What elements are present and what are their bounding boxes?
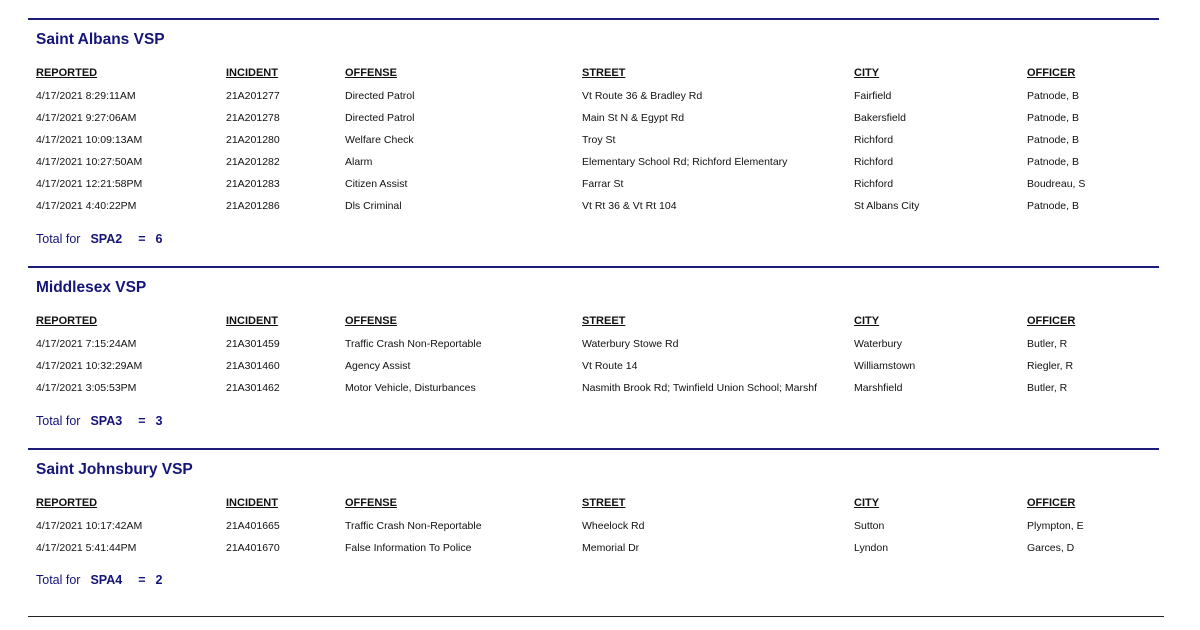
cell-street: Memorial Dr [582, 542, 640, 554]
cell-street: Troy St [582, 134, 616, 146]
cell-offense: Dls Criminal [345, 200, 402, 212]
cell-reported: 4/17/2021 5:41:44PM [36, 542, 137, 554]
cell-officer: Patnode, B [1027, 90, 1079, 102]
cell-reported: 4/17/2021 12:21:58PM [36, 178, 143, 190]
column-header-offense: OFFENSE [345, 67, 397, 79]
cell-officer: Riegler, R [1027, 360, 1074, 372]
table-row [0, 112, 1200, 134]
cell-street: Farrar St [582, 178, 624, 190]
column-header-officer: OFFICER [1027, 315, 1076, 327]
cell-officer: Patnode, B [1027, 200, 1079, 212]
cell-city: Fairfield [854, 90, 892, 102]
cell-city: Sutton [854, 520, 885, 532]
cell-officer: Garces, D [1027, 542, 1075, 554]
cell-reported: 4/17/2021 7:15:24AM [36, 338, 137, 350]
cell-city: Lyndon [854, 542, 889, 554]
cell-offense: Alarm [345, 156, 373, 168]
cell-reported: 4/17/2021 9:27:06AM [36, 112, 137, 124]
total-code: SPA3 [90, 414, 123, 428]
total-code: SPA2 [90, 232, 123, 246]
section-total [36, 232, 162, 246]
table-row [0, 338, 1200, 360]
cell-offense: Traffic Crash Non-Reportable [345, 520, 482, 532]
column-header-offense: OFFENSE [345, 497, 397, 509]
section-divider [28, 18, 1159, 20]
cell-city: Bakersfield [854, 112, 906, 124]
section-title: Saint Albans VSP [36, 31, 165, 48]
table-row [0, 542, 1200, 564]
column-header-street: STREET [582, 315, 626, 327]
table-row [0, 382, 1200, 404]
cell-incident: 21A201282 [226, 156, 280, 168]
column-header-city: CITY [854, 67, 880, 79]
total-code: SPA4 [90, 573, 123, 587]
column-header-officer: OFFICER [1027, 67, 1076, 79]
cell-offense: Motor Vehicle, Disturbances [345, 382, 476, 394]
cell-reported: 4/17/2021 10:32:29AM [36, 360, 143, 372]
total-count: 2 [155, 573, 163, 587]
cell-city: St Albans City [854, 200, 920, 212]
cell-street: Waterbury Stowe Rd [582, 338, 679, 350]
cell-reported: 4/17/2021 10:09:13AM [36, 134, 143, 146]
cell-incident: 21A401670 [226, 542, 280, 554]
table-row [0, 134, 1200, 156]
cell-street: Elementary School Rd; Richford Elementary [582, 156, 788, 168]
cell-city: Richford [854, 134, 894, 146]
cell-officer: Boudreau, S [1027, 178, 1086, 190]
cell-incident: 21A301459 [226, 338, 280, 350]
total-count: 6 [155, 232, 163, 246]
cell-city: Richford [854, 156, 894, 168]
column-header-street: STREET [582, 67, 626, 79]
cell-incident: 21A201277 [226, 90, 280, 102]
column-header-officer: OFFICER [1027, 497, 1076, 509]
column-header-reported: REPORTED [36, 497, 98, 509]
section-title: Middlesex VSP [36, 279, 147, 296]
cell-incident: 21A301462 [226, 382, 280, 394]
column-header-street: STREET [582, 497, 626, 509]
cell-officer: Butler, R [1027, 338, 1068, 350]
total-count: 3 [155, 414, 163, 428]
cell-reported: 4/17/2021 4:40:22PM [36, 200, 137, 212]
column-header-offense: OFFENSE [345, 315, 397, 327]
column-header-city: CITY [854, 315, 880, 327]
column-header-incident: INCIDENT [226, 67, 278, 79]
total-equals: = [138, 232, 146, 246]
cell-city: Marshfield [854, 382, 903, 394]
cell-offense: Agency Assist [345, 360, 411, 372]
cell-street: Vt Route 14 [582, 360, 638, 372]
column-header-incident: INCIDENT [226, 497, 278, 509]
footer-divider [28, 616, 1164, 617]
table-row [0, 520, 1200, 542]
cell-street: Nasmith Brook Rd; Twinfield Union School; Marshf [582, 382, 817, 394]
cell-street: Main St N & Egypt Rd [582, 112, 685, 124]
table-row [0, 178, 1200, 200]
cell-incident: 21A201286 [226, 200, 280, 212]
column-header-reported: REPORTED [36, 67, 98, 79]
cell-officer: Patnode, B [1027, 134, 1079, 146]
cell-incident: 21A201278 [226, 112, 280, 124]
section-title: Saint Johnsbury VSP [36, 461, 193, 478]
cell-city: Williamstown [854, 360, 916, 372]
cell-city: Waterbury [854, 338, 903, 350]
cell-offense: Directed Patrol [345, 112, 415, 124]
column-header-incident: INCIDENT [226, 315, 278, 327]
cell-incident: 21A401665 [226, 520, 280, 532]
cell-offense: Welfare Check [345, 134, 414, 146]
cell-incident: 21A301460 [226, 360, 280, 372]
table-row [0, 90, 1200, 112]
total-equals: = [138, 573, 146, 587]
cell-officer: Butler, R [1027, 382, 1068, 394]
cell-street: Vt Route 36 & Bradley Rd [582, 90, 703, 102]
cell-offense: False Information To Police [345, 542, 472, 554]
cell-street: Vt Rt 36 & Vt Rt 104 [582, 200, 677, 212]
section-total [36, 573, 162, 587]
table-row [0, 156, 1200, 178]
total-label: Total for [36, 414, 81, 428]
section-divider [28, 266, 1159, 268]
total-label: Total for [36, 232, 81, 246]
cell-reported: 4/17/2021 10:27:50AM [36, 156, 143, 168]
cell-offense: Citizen Assist [345, 178, 408, 190]
section-divider [28, 448, 1159, 450]
cell-offense: Directed Patrol [345, 90, 415, 102]
column-header-reported: REPORTED [36, 315, 98, 327]
cell-officer: Plympton, E [1027, 520, 1084, 532]
total-label: Total for [36, 573, 81, 587]
total-equals: = [138, 414, 146, 428]
cell-offense: Traffic Crash Non-Reportable [345, 338, 482, 350]
cell-incident: 21A201280 [226, 134, 280, 146]
cell-city: Richford [854, 178, 894, 190]
cell-street: Wheelock Rd [582, 520, 645, 532]
column-header-city: CITY [854, 497, 880, 509]
table-row [0, 360, 1200, 382]
cell-incident: 21A201283 [226, 178, 280, 190]
cell-reported: 4/17/2021 10:17:42AM [36, 520, 143, 532]
table-row [0, 200, 1200, 222]
cell-reported: 4/17/2021 3:05:53PM [36, 382, 137, 394]
cell-officer: Patnode, B [1027, 112, 1079, 124]
cell-reported: 4/17/2021 8:29:11AM [36, 90, 136, 102]
cell-officer: Patnode, B [1027, 156, 1079, 168]
section-total [36, 414, 162, 428]
